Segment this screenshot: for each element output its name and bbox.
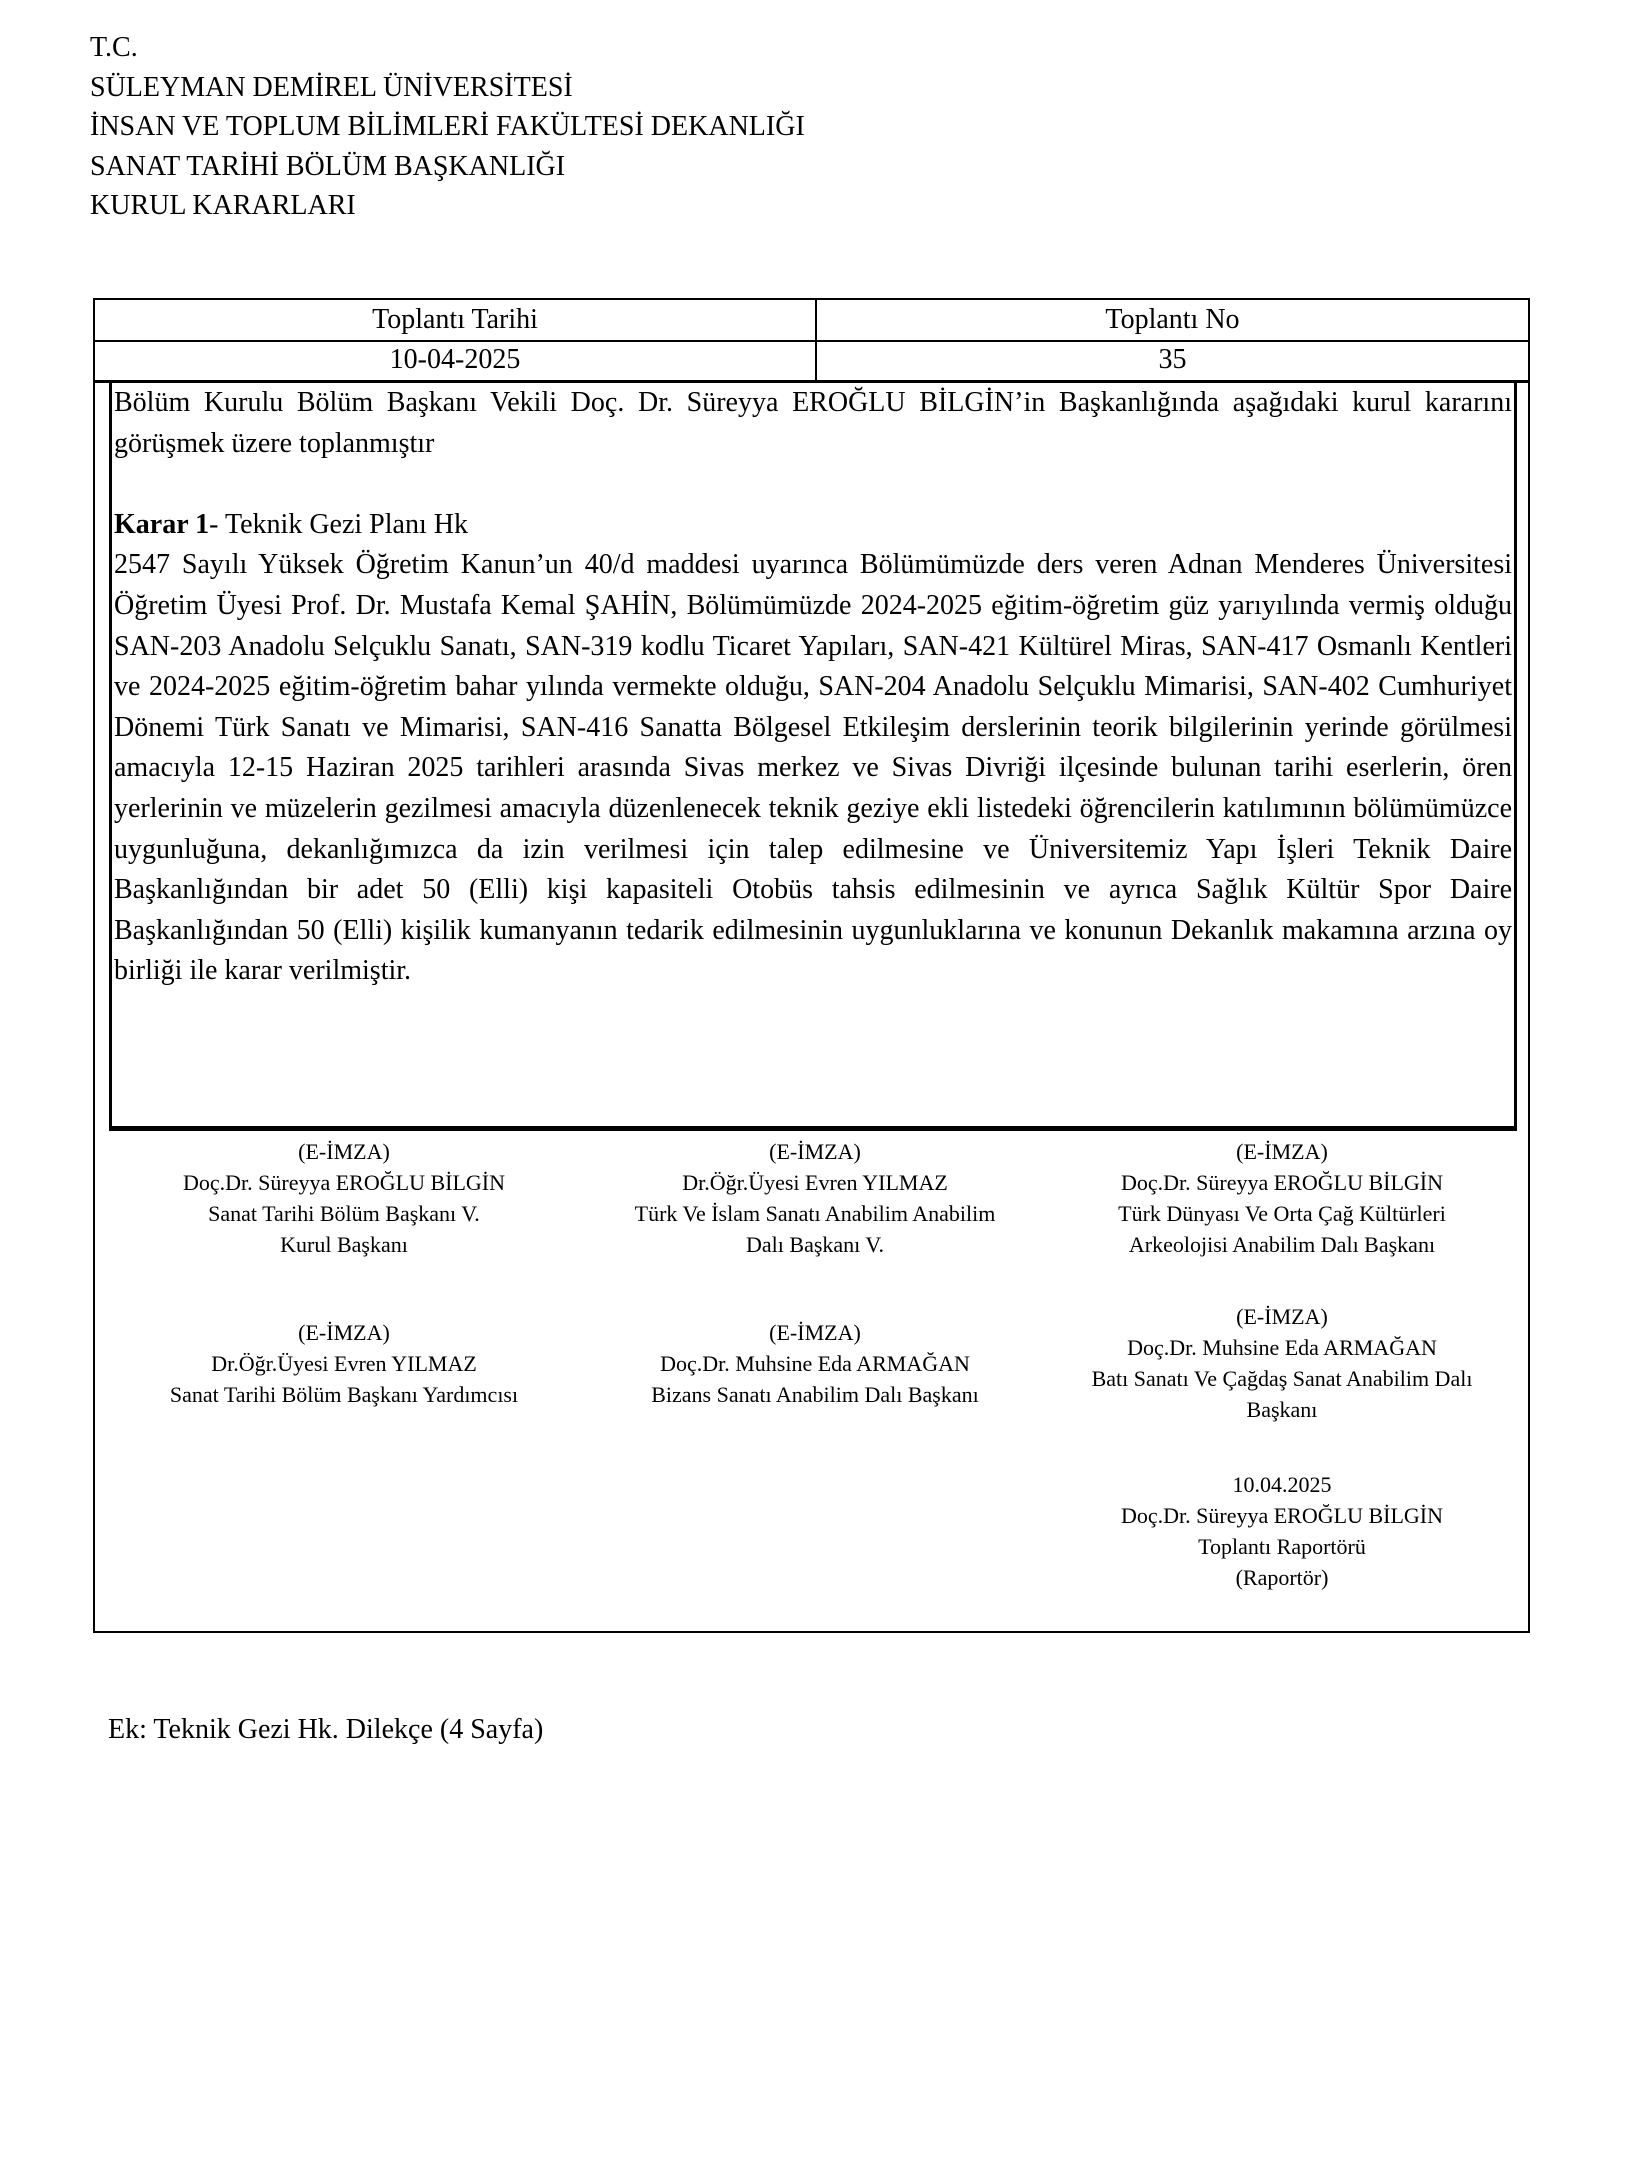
e-signature-mark: (E-İMZA): [769, 1139, 861, 1164]
e-signature-mark: (E-İMZA): [1236, 1139, 1328, 1164]
signature-block: [104, 1317, 584, 1410]
decision-body: [109, 381, 1517, 1131]
meeting-header-row: [95, 300, 1528, 342]
rapporteur-date: 10.04.2025: [1232, 1472, 1332, 1497]
signatory-title: Batı Sanatı Ve Çağdaş Sanat Anabilim Dalı: [1091, 1366, 1473, 1391]
signatory-title: Sanat Tarihi Bölüm Başkanı Yardımcısı: [169, 1382, 519, 1407]
meeting-number-label: Toplantı No: [1105, 304, 1240, 335]
signatory-name: Dr.Öğr.Üyesi Evren YILMAZ: [211, 1351, 477, 1376]
e-signature-mark: (E-İMZA): [1236, 1304, 1328, 1329]
meeting-date-label: Toplantı Tarihi: [95, 300, 817, 340]
decision-text: 2547 Sayılı Yüksek Öğretim Kanun’un 40/d maddesi uyarınca Bölümümüzde ders veren Adnan Menderes Üniversitesi Öğretim Üyesi Prof. Dr. Mustafa Kemal ŞAHİN, Bölümümüzde 2024-2025 eğitim-öğretim güz yarıyılında vermiş olduğu SAN-203 Anadolu Selçuklu Sanatı, SAN-319 kodlu Ticaret Yapıları, SAN-421 Kültürel Miras, SAN-417 Osmanlı Kentleri ve 2024-2025 eğitim-öğretim bahar yılında vermekte olduğu, SAN-204 Anadolu Selçuklu Mimarisi, SAN-402 Cumhuriyet Dönemi Türk Sanatı ve Mimarisi, SAN-416 Sanatta Bölgesel Etkileşim derslerinin teorik bilgilerinin yerinde görülmesi amacıyla 12-15 Haziran 2025 tarihleri arasında Sivas merkez ve Sivas Divriği ilçesinde bulunan tarihi eserlerin, ören yerlerinin ve müzelerin gezilmesi amacıyla düzenlenecek teknik geziye ekli listedeki öğrencilerin katılımının bölümümüzce uygunluğuna, dekanlığımızca da izin verilmesi için talep edilmesine ve Üniversitemiz Yapı İşleri Teknik Daire Başkanlığından bir adet 50 (Elli) kişi kapasiteli Otobüs tahsis edilmesinin ve ayrıca Sağlık Kültür Spor Daire Başkanlığından 50 (Elli) kişilik kumanyanın tedarik edilmesinin uygunluklarına ve konunun Dekanlık makamına arzına oy birliği ile karar verilmiştir.: [114, 549, 1512, 987]
signatory-title: Dalı Başkanı V.: [746, 1232, 884, 1257]
signatory-name: Dr.Öğr.Üyesi Evren YILMAZ: [682, 1170, 948, 1195]
header-line-board-decisions: KURUL KARARLARI: [90, 190, 356, 221]
decision-table: [93, 298, 1530, 1633]
signatory-name: Doç.Dr. Süreyya EROĞLU BİLGİN: [1121, 1170, 1443, 1195]
meeting-value-row: [95, 340, 1528, 383]
decision-heading: [114, 505, 1512, 546]
rapporteur-role-note: (Raportör): [1235, 1565, 1329, 1590]
signatory-title: Türk Ve İslam Sanatı Anabilim Anabilim: [634, 1201, 996, 1226]
header-line-faculty: İNSAN VE TOPLUM BİLİMLERİ FAKÜLTESİ DEKANLIĞI: [90, 111, 805, 142]
signatory-title: Arkeolojisi Anabilim Dalı Başkanı: [1128, 1232, 1436, 1257]
meeting-date-value: 10-04-2025: [95, 340, 817, 380]
e-signature-mark: (E-İMZA): [298, 1320, 390, 1345]
signature-block: [575, 1136, 1055, 1260]
signatory-name: Doç.Dr. Süreyya EROĞLU BİLGİN: [183, 1170, 505, 1195]
rapporteur-role: Toplantı Raportörü: [1198, 1534, 1366, 1559]
signatory-title: Başkanı: [1246, 1397, 1318, 1422]
signatory-title: Bizans Sanatı Anabilim Dalı Başkanı: [651, 1382, 979, 1407]
document-header: [90, 28, 805, 226]
signature-block: [104, 1136, 584, 1260]
meeting-number-value: 35: [1158, 344, 1187, 375]
signatory-name: Doç.Dr. Muhsine Eda ARMAĞAN: [660, 1351, 970, 1376]
decision-title: - Teknik Gezi Planı Hk: [209, 508, 468, 540]
signature-block: [1042, 1301, 1522, 1425]
attachment-note: Ek: Teknik Gezi Hk. Dilekçe (4 Sayfa): [108, 1714, 544, 1745]
signatory-title: Kurul Başkanı: [280, 1232, 408, 1257]
header-line-department: SANAT TARİHİ BÖLÜM BAŞKANLIĞI: [90, 150, 566, 182]
rapporteur-name: Doç.Dr. Süreyya EROĞLU BİLGİN: [1121, 1503, 1443, 1528]
signatory-title: Sanat Tarihi Bölüm Başkanı V.: [208, 1201, 480, 1226]
rapporteur-block: [1042, 1469, 1522, 1593]
signature-block: [1042, 1136, 1522, 1260]
signatory-name: Doç.Dr. Muhsine Eda ARMAĞAN: [1127, 1335, 1437, 1360]
signatory-title: Türk Dünyası Ve Orta Çağ Kültürleri: [1118, 1201, 1446, 1226]
header-line-tc: T.C.: [90, 32, 138, 63]
header-line-university: SÜLEYMAN DEMİREL ÜNİVERSİTESİ: [90, 71, 573, 103]
signature-block: [575, 1317, 1055, 1410]
intro-paragraph: Bölüm Kurulu Bölüm Başkanı Vekili Doç. Dr. Süreyya EROĞLU BİLGİN’in Başkanlığında aşağıdaki kurul kararını görüşmek üzere toplanmıştır: [114, 387, 1512, 459]
decision-label: Karar 1: [114, 508, 210, 540]
e-signature-mark: (E-İMZA): [769, 1320, 861, 1345]
e-signature-mark: (E-İMZA): [298, 1139, 390, 1164]
